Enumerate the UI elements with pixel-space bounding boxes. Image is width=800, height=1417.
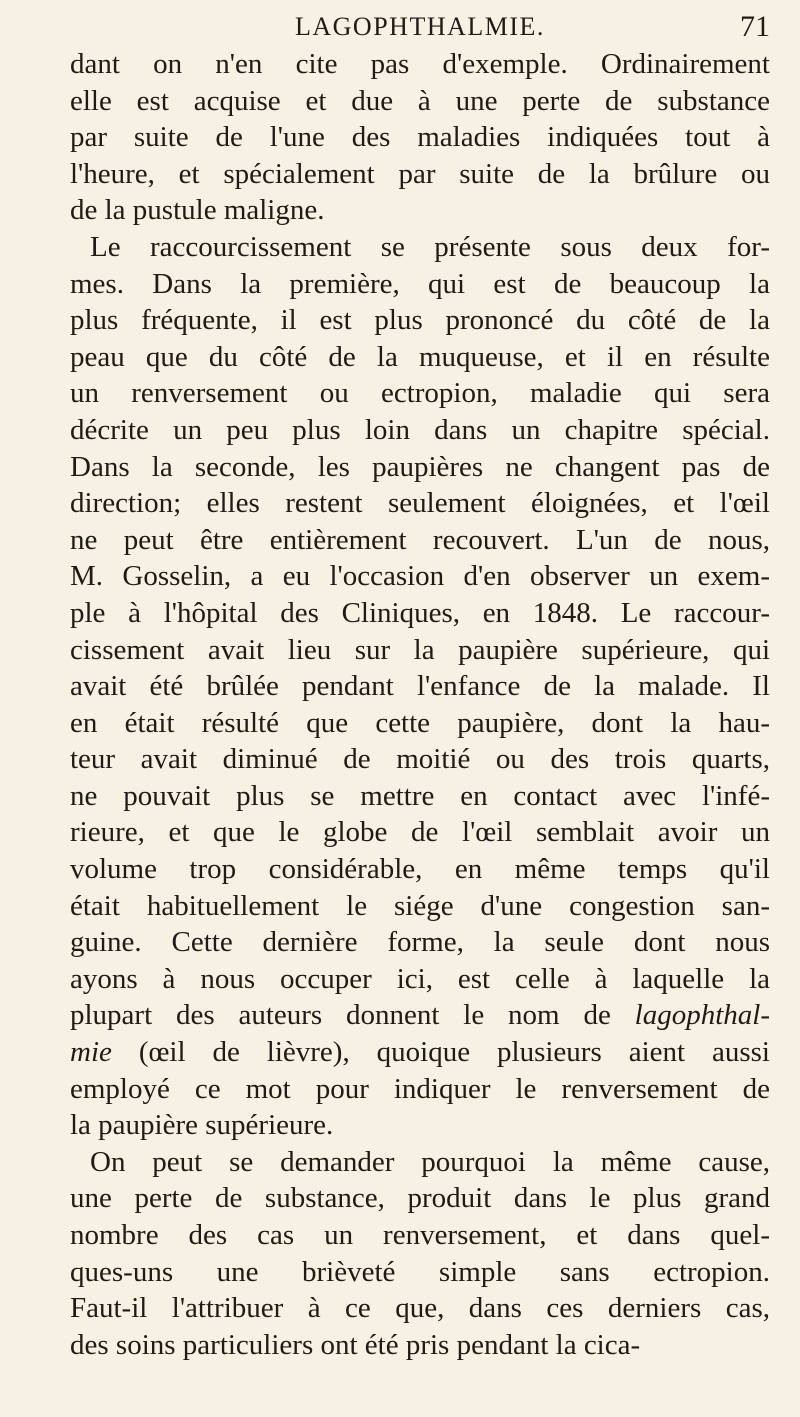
text-segment: guine. Cette dernière forme, la seule dont nous [70, 926, 770, 959]
text-segment: direction; elles restent seulement éloignées, et l'œil [70, 487, 770, 520]
running-head: LAGOPHTHALMIE. [295, 12, 545, 41]
text-segment: mes. Dans la première, qui est de beaucoup la [70, 267, 770, 300]
text-line [70, 1180, 770, 1217]
text-segment: (œil de lièvre), quoique plusieurs aient aussi [111, 1036, 770, 1069]
text-segment: était habituellement le siége d'une congestion san- [70, 889, 770, 922]
text-segment: la paupière supérieure. [70, 1109, 334, 1142]
italic-term: lagophthal- [634, 999, 770, 1032]
text-line [70, 449, 770, 486]
text-segment: On peut se demander pourquoi la même cause, [90, 1145, 770, 1178]
text-line [70, 705, 770, 742]
text-segment: rieure, et que le globe de l'œil semblait avoir un [70, 816, 770, 849]
text-line [70, 1327, 770, 1364]
text-line [70, 375, 770, 412]
text-line [70, 1144, 770, 1181]
paragraph [70, 46, 770, 229]
text-segment: de la pustule maligne. [70, 194, 325, 227]
text-line [70, 1290, 770, 1327]
text-line [70, 156, 770, 193]
text-segment: ple à l'hôpital des Cliniques, en 1848. Le raccour- [70, 596, 770, 629]
text-segment: elle est acquise et due à une perte de substance [70, 84, 770, 117]
text-line [70, 1217, 770, 1254]
text-segment: une perte de substance, produit dans le plus grand [70, 1182, 770, 1215]
paragraph [70, 229, 770, 1144]
text-segment: dant on n'en cite pas d'exemple. Ordinairement [70, 48, 770, 80]
text-segment: avait été brûlée pendant l'enfance de la malade. Il [70, 670, 770, 703]
text-line [70, 741, 770, 778]
text-segment: plupart des auteurs donnent le nom de [70, 999, 635, 1032]
text-segment: décrite un peu plus loin dans un chapitre spécial. [70, 413, 770, 446]
text-segment: Faut-il l'attribuer à ce que, dans ces derniers cas, [70, 1292, 770, 1325]
text-segment: en était résulté que cette paupière, dont la hau- [70, 706, 770, 739]
text-segment: ne pouvait plus se mettre en contact avec l'infé- [70, 779, 770, 812]
text-segment: M. Gosselin, a eu l'occasion d'en observer un exem- [70, 560, 770, 593]
text-line [70, 485, 770, 522]
text-segment: ques-uns une brièveté simple sans ectropion. [70, 1255, 770, 1288]
text-segment: cissement avait lieu sur la paupière supérieure, qui [70, 633, 770, 666]
text-line [70, 558, 770, 595]
text-line [70, 192, 770, 229]
text-line [70, 595, 770, 632]
text-segment: employé ce mot pour indiquer le renversement de [70, 1072, 770, 1105]
text-line [70, 83, 770, 120]
paragraph [70, 1144, 770, 1364]
text-segment: l'heure, et spécialement par suite de la brûlure ou [70, 157, 770, 190]
text-line [70, 632, 770, 669]
text-line [70, 1071, 770, 1108]
text-line [70, 266, 770, 303]
text-line [70, 924, 770, 961]
text-line [70, 1034, 770, 1071]
text-segment: teur avait diminué de moitié ou des trois quarts, [70, 743, 770, 776]
text-segment: peau que du côté de la muqueuse, et il en résulte [70, 340, 770, 373]
text-line [70, 412, 770, 449]
text-line [70, 119, 770, 156]
text-line [70, 46, 770, 83]
text-segment: nombre des cas un renversement, et dans quel- [70, 1219, 770, 1251]
text-line [70, 851, 770, 888]
text-line [70, 1107, 770, 1144]
text-segment: Dans la seconde, les paupières ne changent pas de [70, 450, 770, 483]
text-line [70, 888, 770, 925]
text-segment: ne peut être entièrement recouvert. L'un de nous, [70, 523, 770, 556]
text-segment: volume trop considérable, en même temps qu'il [70, 853, 770, 886]
italic-term: mie [70, 1036, 112, 1069]
text-line [70, 997, 770, 1034]
text-segment: Le raccourcissement se présente sous deux for- [90, 230, 770, 263]
text-line [70, 1254, 770, 1291]
text-segment: plus fréquente, il est plus prononcé du côté de la [70, 304, 770, 337]
text-line [70, 668, 770, 705]
text-line [70, 229, 770, 266]
text-segment: par suite de l'une des maladies indiquées tout à [70, 121, 770, 154]
text-line [70, 814, 770, 851]
text-line [70, 961, 770, 998]
page-number: 71 [740, 10, 770, 43]
text-segment: des soins particuliers ont été pris pendant la cica- [70, 1328, 641, 1361]
text-line [70, 778, 770, 815]
page-header [70, 10, 770, 44]
text-line [70, 339, 770, 376]
text-line [70, 522, 770, 559]
text-line [70, 302, 770, 339]
text-segment: un renversement ou ectropion, maladie qui sera [70, 377, 770, 410]
body-text [70, 46, 770, 1363]
text-segment: ayons à nous occuper ici, est celle à laquelle la [70, 962, 770, 995]
